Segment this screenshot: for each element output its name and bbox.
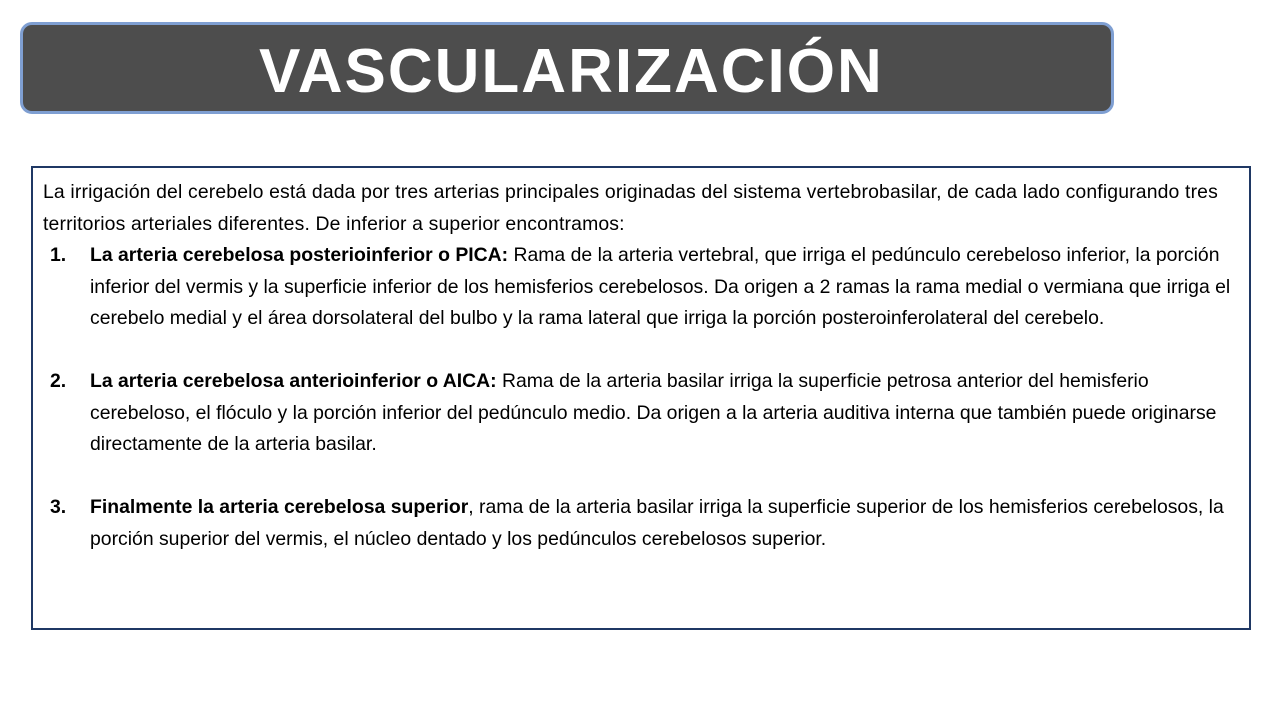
list-item-number: 3. xyxy=(50,496,67,518)
list-item-superior xyxy=(43,492,1239,555)
list-item-aica xyxy=(43,366,1239,461)
list-item-lead: Finalmente la arteria cerebelosa superior xyxy=(90,496,469,518)
list-item-text: , rama de la arteria basilar irriga la superficie superior de los hemisferios cerebelosos, la porción superior del vermis, el núcleo dentado y los pedúnculos cerebelosos superior. xyxy=(90,496,1224,550)
list-item-lead: La arteria cerebelosa anterioinferior o AICA: xyxy=(90,370,497,392)
title-banner xyxy=(20,22,1114,114)
list-item-number: 1. xyxy=(50,244,67,266)
content-box xyxy=(31,166,1251,630)
slide-title: VASCULARIZACIÓN xyxy=(259,37,884,106)
list-item-text: Rama de la arteria basilar irriga la superficie petrosa anterior del hemisferio cerebeloso, el flóculo y la porción inferior del pedúnculo medio. Da origen a la arteria auditiva interna que también puede originarse directamente de la arteria basilar. xyxy=(90,370,1217,455)
list-item-lead: La arteria cerebelosa posterioinferior o PICA: xyxy=(90,244,509,266)
list-item-text: Rama de la arteria vertebral, que irriga el pedúnculo cerebeloso inferior, la porción inferior del vermis y la superficie inferior de los hemisferios cerebelosos. Da origen a 2 ramas la rama medial o vermiana que irriga el cerebelo medial y el área dorsolateral del bulbo y la rama lateral que irriga la porción posteroinferolateral del cerebelo. xyxy=(90,244,1231,329)
list-item-number: 2. xyxy=(50,370,67,392)
intro-paragraph: La irrigación del cerebelo está dada por tres arterias principales originadas del sistema vertebrobasilar, de cada lado configurando tres territorios arteriales diferentes. De inferior a superior encontramos: xyxy=(43,181,1218,235)
list-item-pica xyxy=(43,240,1239,335)
content-body xyxy=(43,177,1239,555)
